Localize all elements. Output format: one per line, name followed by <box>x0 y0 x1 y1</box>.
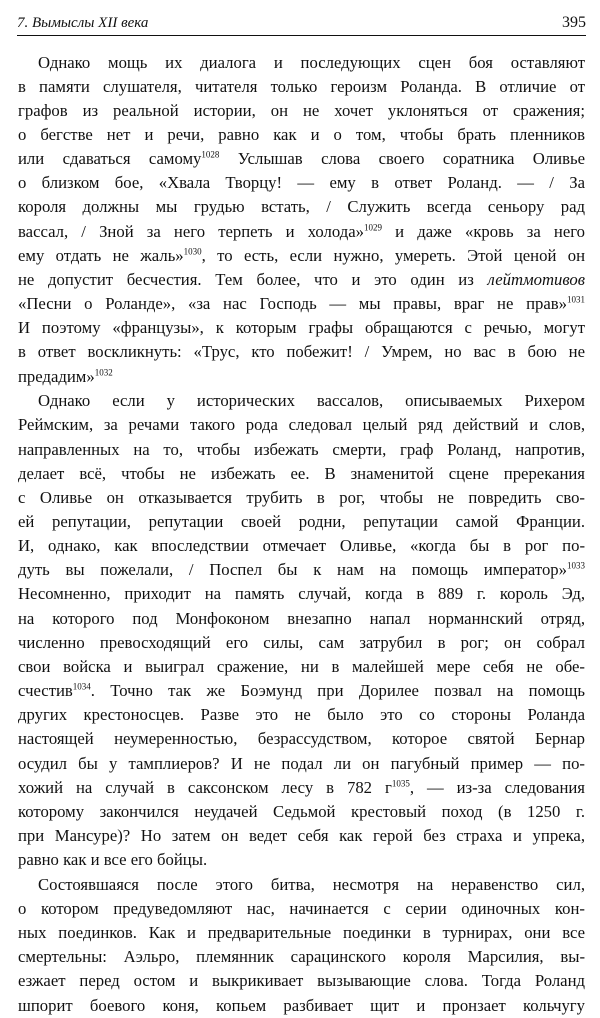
text-fragment: , то есть, если нужно, умереть. Этой ценой он <box>201 245 585 265</box>
text-line: Состоявшаяся после этого битва, несмотря на неравенство сил, <box>38 874 585 894</box>
text-fragment: дуть вы пожелали, / Поспел бы к нам на помощь император» <box>18 560 567 580</box>
text-fragment: предадим» <box>18 366 95 386</box>
text-line: ных поединков. Как и предварительные поединки в турнирах, они все <box>18 923 585 943</box>
text-line: на которого под Монфоконом внезапно напал норманнский отряд, <box>18 608 585 628</box>
text-line: свои войска и выиграл сражение, ни в малейшей мере себя не обе- <box>18 656 585 676</box>
text-line: делает всё, чтобы не избежать ее. В знаменитой сцене пререкания <box>18 463 585 483</box>
text-line: шпорит боевого коня, копьем разбивает щит и пронзает кольчугу <box>18 995 585 1015</box>
text-fragment: и даже «кровь за него <box>381 221 585 241</box>
text-fragment: вассал, / Зной за него терпеть и холода» <box>18 221 364 241</box>
chapter-title: 7. Вымыслы XII века <box>17 15 149 31</box>
text-line: Реймским, за речами такого рода следовал целый ряд действий и слов, <box>18 415 585 435</box>
text-line: смертельны: Аэльро, племянник сарацинского короля Марсилия, вы- <box>18 947 585 967</box>
text-line: в памяти слушателя, читателя только героизм Роланда. В отличие от <box>18 76 585 96</box>
footnote-ref: 1030 <box>183 246 202 257</box>
footnote-ref: 1032 <box>94 366 113 377</box>
text-line: короля должны мы грудью встать, / Служить всегда сеньору рад <box>18 197 585 217</box>
text-line: ей репутации, репутации своей родни, репутации самой Франции. <box>18 511 585 531</box>
page-number: 395 <box>562 14 586 31</box>
text-line: равно как и все его бойцы. <box>18 850 208 870</box>
text-fragment: или сдаваться самому <box>18 149 202 169</box>
text-line <box>18 365 585 389</box>
text-line <box>18 268 585 292</box>
text-fragment: Услышав слова своего соратника Оливье <box>219 149 585 169</box>
text-line <box>18 679 585 703</box>
footnote-ref: 1029 <box>363 222 382 233</box>
text-fragment: хожий на случай в саксонском лесу в 782 г <box>18 777 392 797</box>
text-line: Однако мощь их диалога и последующих сцен боя оставляют <box>38 52 585 72</box>
text-fragment: . Точно так же Боэмунд при Дорилее позвал на помощь <box>90 681 585 701</box>
paragraph-2 <box>18 389 585 872</box>
text-line <box>18 558 585 582</box>
page-body <box>18 50 585 1018</box>
paragraph-3 <box>18 873 585 1018</box>
footnote-ref: 1034 <box>72 681 91 692</box>
text-line: о котором предуведомляют нас, начинается с серии одиночных кон- <box>18 898 585 918</box>
text-line: Несомненно, приходит на память случай, когда в 889 г. король Эд, <box>18 584 585 604</box>
text-line <box>18 147 585 171</box>
text-line: в ответ воскликнуть: «Трус, кто побежит! / Умрем, но вас в бою не <box>18 342 585 362</box>
text-line <box>18 244 585 268</box>
text-line: численно превосходящий его силы, сам затрубил в рог; он собрал <box>18 632 585 652</box>
text-line <box>18 220 585 244</box>
text-line: езжает перед остом и выкрикивает вызывающие слова. Тогда Роланд <box>18 971 585 991</box>
text-line <box>18 292 585 316</box>
text-line: которому закончился неудачей Седьмой крестовый поход (в 1250 г. <box>18 801 585 821</box>
footnote-ref: 1028 <box>201 149 220 160</box>
footnote-ref: 1035 <box>391 778 410 789</box>
text-line: И, однако, как впоследствии отмечает Оливье, «когда бы в рог по- <box>18 536 585 556</box>
text-line: о близком бое, «Хвала Творцу! — ему в ответ Роланд. — / За <box>18 173 585 193</box>
text-fragment: , — из-за следования <box>409 777 585 797</box>
text-line: при Мансуре)? Но затем он ведет себя как герой без страха и упрека, <box>18 826 585 845</box>
footnote-ref: 1031 <box>567 294 585 305</box>
text-fragment: ему отдать не жаль» <box>18 245 184 265</box>
text-line: настоящей неумеренностью, безрассудством, которое святой Бернар <box>18 729 585 749</box>
text-line: Однако если у исторических вассалов, описываемых Рихером <box>38 391 585 411</box>
running-header <box>17 9 586 36</box>
text-line: осудил бы у тамплиеров? И не подал ли он пагубный пример — по- <box>18 753 585 773</box>
text-line: графов из реальной истории, он не хочет уклоняться от сражения; <box>18 100 585 120</box>
text-line: И поэтому «французы», к которым графы обращаются с речью, могут <box>18 318 585 338</box>
text-line: о бегстве нет и речи, равно как и о том, чтобы брать пленников <box>18 124 585 144</box>
text-fragment: не допустит бесчестия. Тем более, что и это один из <box>18 269 488 289</box>
text-line <box>18 776 585 800</box>
text-line: направленных на то, чтобы избежать смерти, граф Роланд, напротив, <box>18 439 585 459</box>
text-fragment: «Песни о Роланде», «за нас Господь — мы правы, враг не прав» <box>18 294 567 314</box>
text-line: других крестоносцев. Разве это не было это со стороны Роланда <box>18 705 585 725</box>
paragraph-1 <box>18 51 585 389</box>
emphasis-text: лейтмотивов <box>487 269 585 289</box>
text-fragment: счестив <box>18 681 73 701</box>
text-line: с Оливье он отказывается трубить в рог, чтобы не повредить сво- <box>18 487 585 507</box>
footnote-ref: 1033 <box>567 560 585 571</box>
